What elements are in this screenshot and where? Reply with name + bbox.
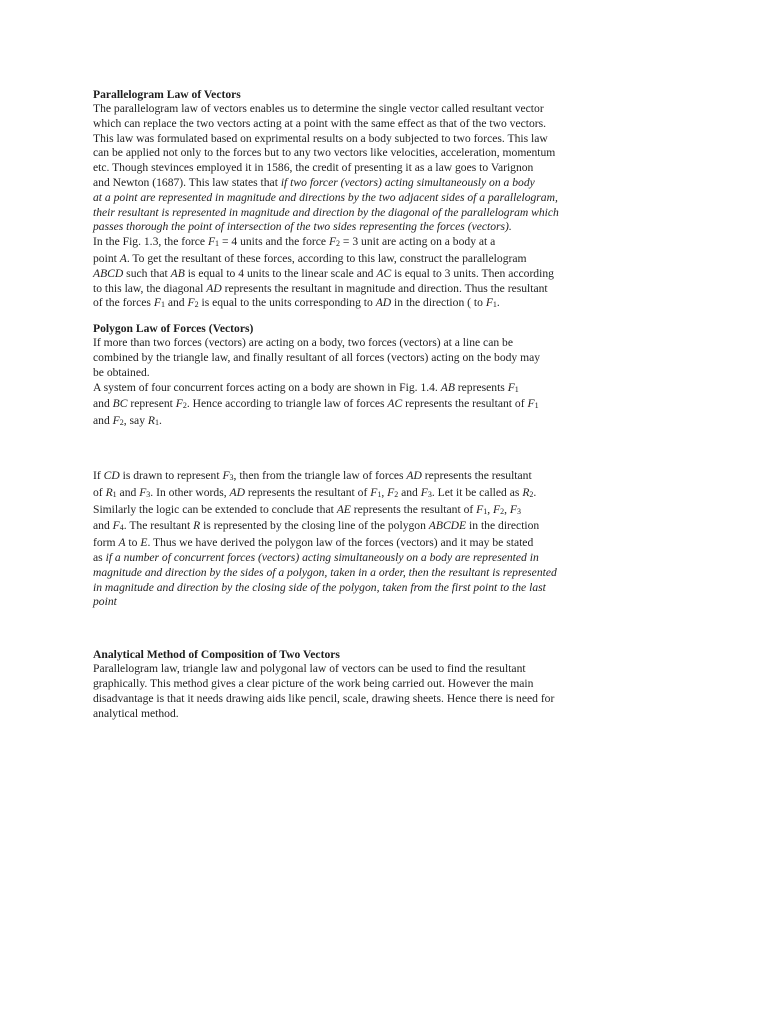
subscript: 2 [529, 489, 534, 499]
paragraph-line: graphically. This method gives a clear picture of the work being carried out. However the main [93, 676, 534, 690]
text-run: . [533, 485, 537, 499]
symbol-F: F [387, 485, 395, 499]
symbol-F: F [112, 519, 120, 533]
text-run: form [93, 536, 119, 550]
text-run: represents the resultant of [244, 485, 371, 499]
text-run: , then from the triangle law of forces [233, 468, 407, 482]
text-run: and [116, 485, 140, 499]
text-run: represents the resultant of [350, 502, 477, 516]
symbol-R: R [105, 485, 113, 499]
subscript: 1 [112, 489, 117, 499]
paragraph-line: which can replace the two vectors acting at a point with the same effect as that of the two vectors. [93, 116, 547, 130]
paragraph-line: If more than two forces (vectors) are acting on a body, two forces (vectors) at a line can be [93, 336, 513, 350]
subscript: 1 [534, 401, 539, 411]
symbol-ABCD: ABCD [93, 266, 124, 280]
symbol-AD: AD [206, 281, 222, 295]
symbol-F: F [485, 296, 493, 310]
text-run: . Thus we have derived the polygon law of the forces (vectors) and it may be stated [147, 536, 534, 550]
symbol-A: A [119, 251, 127, 265]
subscript: 3 [517, 506, 521, 516]
text-run: and [93, 397, 113, 411]
text-run: In the Fig. 1.3, the force [93, 235, 208, 249]
symbol-F: F [493, 502, 501, 516]
paragraph-line [93, 397, 653, 414]
symbol-F: F [527, 397, 535, 411]
text-run: represents the resultant [421, 468, 532, 482]
section-heading-parallelogram-law: Parallelogram Law of Vectors [93, 88, 241, 101]
paragraph-line: be obtained. [93, 365, 150, 379]
text-run: is drawn to represent [119, 468, 223, 482]
paragraph-line: etc. Though stevinces employed it in 1586, the credit of presenting it as a law goes to Varignon [93, 161, 534, 175]
symbol-F: F [139, 485, 147, 499]
text-run: is represented by the closing line of the polygon [200, 519, 429, 533]
symbol-F: F [370, 485, 378, 499]
subscript: 4 [119, 523, 124, 533]
paragraph-line [93, 381, 653, 398]
paragraph-line: Parallelogram law, triangle law and polygonal law of vectors can be used to find the resultant [93, 662, 526, 676]
paragraph-line: The parallelogram law of vectors enables us to determine the single vector called resultant vector [93, 102, 544, 115]
paragraph-line [93, 296, 653, 313]
text-run: , [504, 502, 510, 516]
law-statement-line: magnitude and direction by the sides of a polygon, taken in a order, then the resultant is represented [93, 565, 557, 579]
symbol-BC: BC [112, 397, 128, 411]
symbol-AB: AB [440, 380, 455, 394]
symbol-E: E [140, 536, 148, 550]
symbol-F: F [509, 502, 517, 516]
section-heading-analytical-method: Analytical Method of Composition of Two Vectors [93, 648, 340, 662]
text-run: is equal to 3 units. Then according [391, 266, 554, 280]
text-run: of the forces [93, 296, 154, 310]
text-run: = 3 unit are acting on a body at a [340, 235, 496, 249]
text-run: , [487, 502, 494, 516]
paragraph-line [93, 486, 653, 503]
paragraph-line [93, 176, 653, 191]
text-run: . In other words, [150, 485, 230, 499]
symbol-F: F [187, 296, 195, 310]
text-run: . Let it be called as [431, 485, 523, 499]
text-run: A system of four concurrent forces acting on a body are shown in Fig. 1.4. [93, 380, 441, 394]
text-run: and [164, 296, 188, 310]
text-run: to this law, the diagonal [93, 281, 207, 295]
paragraph-line [93, 267, 653, 282]
paragraph-line: disadvantage is that it needs drawing aids like pencil, scale, drawing sheets. Hence there is need for [93, 691, 555, 705]
subscript: 1 [215, 239, 220, 249]
symbol-F: F [175, 397, 183, 411]
symbol-AD: AD [406, 468, 422, 482]
text-run: is equal to the units corresponding to [198, 296, 376, 310]
symbol-AC: AC [376, 266, 392, 280]
symbol-F: F [222, 468, 230, 482]
paragraph-line [93, 503, 653, 520]
paragraph-line [93, 551, 653, 566]
text-run: and [93, 519, 113, 533]
text-run: , say [123, 414, 148, 428]
symbol-F: F [476, 502, 484, 516]
text-run: . To get the resultant of these forces, according to this law, construct the parallelogram [126, 251, 527, 265]
subscript: 2 [182, 401, 187, 411]
symbol-AB: AB [170, 266, 185, 280]
symbol-F: F [507, 380, 515, 394]
symbol-R: R [522, 485, 530, 499]
text-run: represents [454, 380, 508, 394]
text-run: and [398, 485, 421, 499]
symbol-AD: AD [229, 485, 245, 499]
subscript: 1 [492, 300, 497, 310]
symbol-F: F [420, 485, 428, 499]
paragraph-line: combined by the triangle law, and finally resultant of all forces (vectors) acting on the body may [93, 350, 541, 364]
law-statement-line: in magnitude and direction by the closing side of the polygon, taken from the first point to the last [93, 580, 546, 594]
symbol-F: F [153, 296, 161, 310]
text-run: , [381, 485, 388, 499]
text-run: is equal to 4 units to the linear scale and [184, 266, 377, 280]
subscript: 1 [514, 384, 519, 394]
text-run: . [158, 414, 162, 428]
text-run: represents the resultant of [402, 397, 528, 411]
law-statement-italic: if two forcer (vectors) acting simultaneously on a body [280, 175, 535, 189]
paragraph-line: This law was formulated based on exprimental results on a body subjected to two forces. This law [93, 131, 548, 145]
text-run: in the direction ( to [391, 296, 486, 310]
text-run: represent [127, 397, 176, 411]
text-run: such that [123, 266, 171, 280]
paragraph-line [93, 469, 653, 486]
symbol-A: A [118, 536, 126, 550]
paragraph-line [93, 536, 653, 551]
symbol-CD: CD [103, 468, 120, 482]
subscript: 2 [194, 300, 199, 310]
text-run: Similarly the logic can be extended to conclude that [93, 502, 337, 516]
paragraph-line: can be applied not only to the forces but to any two vectors like velocities, acceleration, momentum [93, 146, 556, 160]
law-statement-line: point [93, 595, 117, 609]
subscript: 2 [119, 418, 124, 428]
law-statement-line: passes thorough the point of intersection of the two sides representing the forces (vectors). [93, 220, 512, 234]
law-statement-line: their resultant is represented in magnitude and direction by the diagonal of the parallelogram which [93, 205, 559, 219]
subscript: 3 [229, 472, 234, 482]
text-run: and [93, 414, 113, 428]
subscript: 1 [483, 506, 488, 516]
paragraph-line [93, 235, 653, 252]
subscript: 1 [154, 418, 159, 428]
paragraph-line: analytical method. [93, 706, 179, 720]
subscript: 3 [146, 489, 151, 499]
symbol-AE: AE [336, 502, 351, 516]
symbol-AD: AD [375, 296, 392, 310]
symbol-R: R [147, 414, 155, 428]
text-run: of [93, 485, 106, 499]
subscript: 2 [336, 239, 341, 249]
symbol-AC: AC [387, 397, 403, 411]
document-page [93, 87, 653, 721]
symbol-F: F [207, 235, 216, 249]
text-run: and Newton (1687). This law states that [93, 175, 281, 189]
symbol-F: F [328, 235, 337, 249]
paragraph-line [93, 282, 653, 297]
subscript: 3 [427, 489, 432, 499]
text-run: . [496, 296, 500, 310]
text-run: represents the resultant in magnitude and direction. Thus the resultant [221, 281, 548, 295]
subscript: 1 [377, 489, 382, 499]
subscript: 2 [394, 489, 399, 499]
text-run: to [125, 536, 141, 550]
text-run: point [93, 251, 120, 265]
text-run: in the direction [466, 519, 540, 533]
law-statement-line: at a point are represented in magnitude and directions by the two adjacent sides of a parallelogram, [93, 190, 558, 204]
text-run: If [93, 468, 104, 482]
subscript: 2 [500, 506, 505, 516]
text-run: = 4 units and the force [219, 235, 329, 249]
text-run: . The resultant [123, 519, 194, 533]
paragraph-line [93, 252, 653, 267]
paragraph-line [93, 519, 653, 536]
text-run: as [93, 550, 106, 564]
symbol-F: F [112, 414, 120, 428]
section-heading-polygon-law: Polygon Law of Forces (Vectors) [93, 322, 254, 336]
text-run: . Hence according to triangle law of forces [186, 397, 388, 411]
symbol-ABCDE: ABCDE [428, 519, 467, 533]
paragraph-line [93, 414, 653, 431]
symbol-R: R [193, 519, 201, 533]
subscript: 1 [160, 300, 165, 310]
law-statement-italic: if a number of concurrent forces (vectors) acting simultaneously on a body are represented in [105, 550, 539, 564]
